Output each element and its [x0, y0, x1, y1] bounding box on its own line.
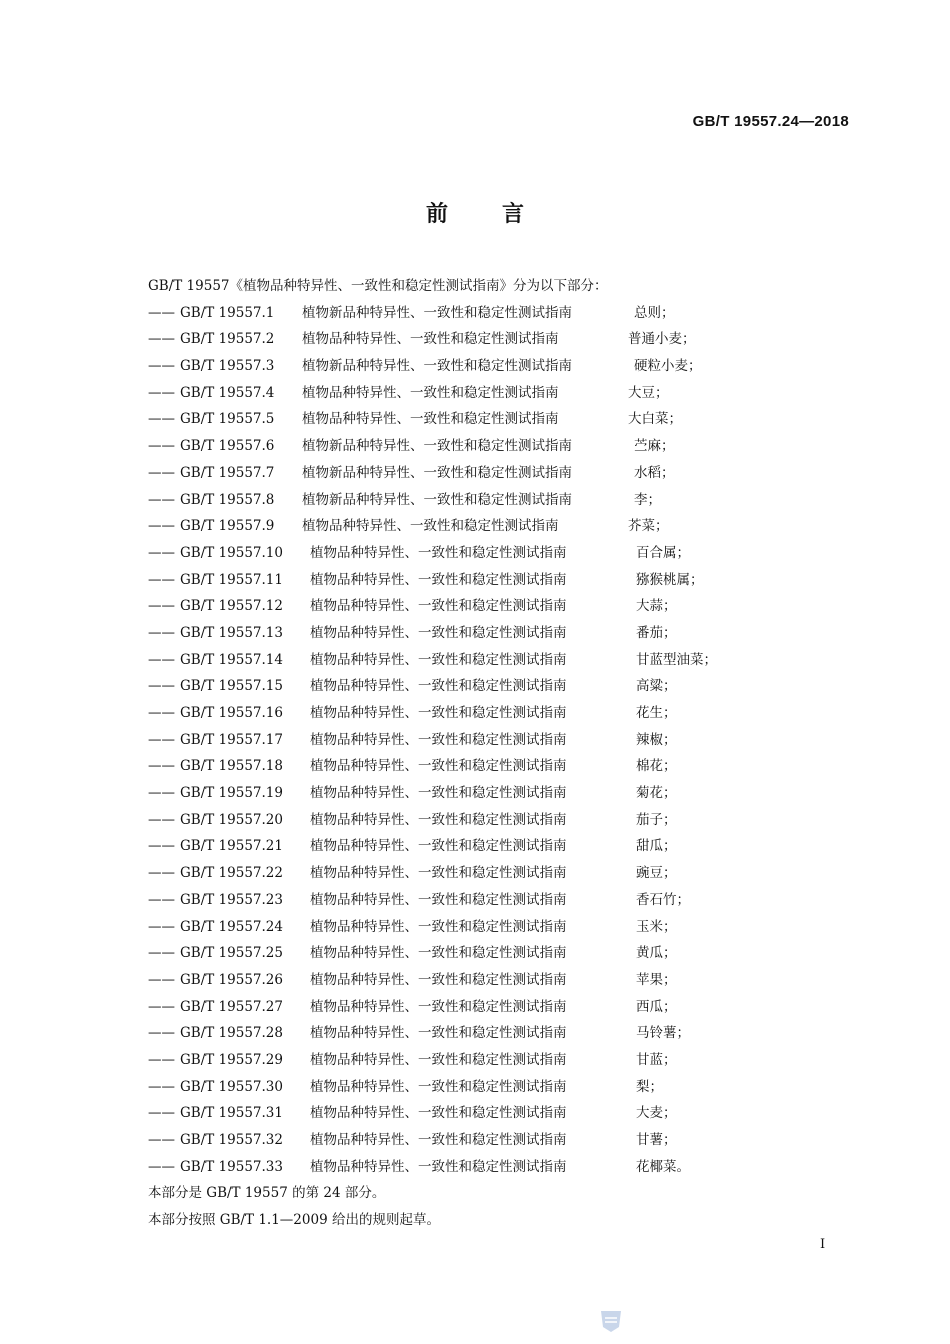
part-subject: 甘薯；	[636, 1132, 677, 1148]
part-item	[148, 620, 848, 647]
part-code: GB/T 19557.4	[180, 384, 275, 401]
part-code: GB/T 19557.19	[180, 785, 283, 802]
part-code: GB/T 19557.28	[180, 1025, 283, 1042]
part-dash: ——	[148, 518, 175, 535]
part-dash: ——	[148, 411, 175, 428]
foreword-body	[148, 273, 848, 1234]
part-subject: 水稻；	[634, 464, 675, 481]
part-item	[148, 380, 848, 407]
part-title: 植物品种特异性、一致性和稳定性测试指南	[310, 811, 567, 828]
part-item	[148, 780, 848, 807]
part-subject: 豌豆；	[636, 865, 677, 882]
part-dash: ——	[148, 598, 175, 615]
part-item	[148, 967, 848, 994]
part-item	[148, 353, 848, 380]
part-subject: 大白菜；	[628, 411, 682, 428]
part-code: GB/T 19557.10	[180, 544, 283, 561]
part-subject: 甘蓝；	[636, 1051, 677, 1068]
part-code: GB/T 19557.17	[180, 731, 283, 748]
watermark-stamp-icon	[598, 1309, 624, 1333]
part-item	[148, 833, 848, 860]
part-dash: ——	[148, 865, 175, 882]
part-dash: ——	[148, 1078, 175, 1095]
part-dash: ——	[148, 358, 175, 375]
part-title: 植物品种特异性、一致性和稳定性测试指南	[310, 785, 567, 802]
part-title: 植物品种特异性、一致性和稳定性测试指南	[310, 598, 567, 615]
part-dash: ——	[148, 705, 175, 721]
part-code: GB/T 19557.11	[180, 571, 283, 588]
part-code: GB/T 19557.23	[180, 891, 283, 908]
part-subject: 梨；	[636, 1078, 663, 1095]
part-item	[148, 860, 848, 887]
part-title: 植物品种特异性、一致性和稳定性测试指南	[310, 1158, 567, 1175]
part-dash: ——	[148, 438, 175, 455]
part-code: GB/T 19557.31	[180, 1105, 283, 1122]
part-title: 植物品种特异性、一致性和稳定性测试指南	[310, 971, 567, 988]
part-title: 植物品种特异性、一致性和稳定性测试指南	[310, 865, 567, 882]
part-code: GB/T 19557.30	[180, 1078, 283, 1095]
part-subject: 甜瓜；	[636, 838, 677, 855]
part-dash: ——	[148, 571, 175, 588]
part-title: 植物品种特异性、一致性和稳定性测试指南	[310, 678, 567, 695]
part-title: 植物品种特异性、一致性和稳定性测试指南	[310, 1132, 567, 1148]
part-subject: 西瓜；	[636, 998, 677, 1015]
part-dash: ——	[148, 1051, 175, 1068]
part-title: 植物新品种特异性、一致性和稳定性测试指南	[302, 438, 572, 455]
part-title: 植物品种特异性、一致性和稳定性测试指南	[310, 918, 567, 935]
part-title: 植物品种特异性、一致性和稳定性测试指南	[310, 705, 567, 721]
part-dash: ——	[148, 651, 175, 668]
part-item	[148, 673, 848, 700]
part-subject: 李；	[634, 491, 661, 508]
standard-number: GB/T 19557.24—2018	[692, 113, 849, 130]
part-subject: 猕猴桃属；	[636, 571, 704, 588]
part-item	[148, 727, 848, 754]
part-subject: 番茄；	[636, 624, 677, 641]
part-code: GB/T 19557.22	[180, 865, 283, 882]
closing-paragraph-2: 本部分按照 GB/T 1.1—2009 给出的规则起草。	[148, 1212, 440, 1229]
part-code: GB/T 19557.12	[180, 598, 283, 615]
part-subject: 总则；	[634, 304, 675, 321]
part-item	[148, 326, 848, 353]
part-item	[148, 513, 848, 540]
part-code: GB/T 19557.33	[180, 1158, 283, 1175]
part-dash: ——	[148, 811, 175, 828]
part-title: 植物品种特异性、一致性和稳定性测试指南	[310, 1078, 567, 1095]
part-item	[148, 1074, 848, 1101]
intro-paragraph: GB/T 19557《植物品种特异性、一致性和稳定性测试指南》分为以下部分：	[148, 278, 608, 294]
part-code: GB/T 19557.24	[180, 918, 283, 935]
part-title: 植物新品种特异性、一致性和稳定性测试指南	[302, 491, 572, 508]
part-item	[148, 1154, 848, 1181]
part-subject: 芥菜；	[628, 518, 669, 535]
part-dash: ——	[148, 998, 175, 1015]
part-item	[148, 406, 848, 433]
page-number: I	[820, 1237, 826, 1252]
part-subject: 菊花；	[636, 785, 677, 802]
part-dash: ——	[148, 1025, 175, 1042]
part-subject: 玉米；	[636, 918, 677, 935]
part-title: 植物品种特异性、一致性和稳定性测试指南	[310, 1105, 567, 1122]
part-subject: 普通小麦；	[628, 331, 696, 348]
part-item	[148, 647, 848, 674]
part-dash: ——	[148, 758, 175, 775]
part-item	[148, 753, 848, 780]
part-code: GB/T 19557.14	[180, 651, 283, 668]
part-dash: ——	[148, 971, 175, 988]
part-code: GB/T 19557.9	[180, 518, 275, 535]
part-title: 植物品种特异性、一致性和稳定性测试指南	[310, 544, 567, 561]
closing-paragraph-1: 本部分是 GB/T 19557 的第 24 部分。	[148, 1185, 386, 1202]
part-item	[148, 994, 848, 1021]
part-subject: 百合属；	[636, 544, 690, 561]
part-item	[148, 940, 848, 967]
parts-list	[148, 300, 848, 1181]
part-dash: ——	[148, 678, 175, 695]
part-item	[148, 1047, 848, 1074]
part-dash: ——	[148, 491, 175, 508]
part-item	[148, 1127, 848, 1154]
part-title: 植物品种特异性、一致性和稳定性测试指南	[302, 331, 559, 348]
part-code: GB/T 19557.27	[180, 998, 283, 1015]
part-title: 植物品种特异性、一致性和稳定性测试指南	[310, 838, 567, 855]
part-item	[148, 433, 848, 460]
part-item	[148, 914, 848, 941]
part-subject: 大蒜；	[636, 598, 677, 615]
part-item	[148, 487, 848, 514]
part-code: GB/T 19557.18	[180, 758, 283, 775]
part-item	[148, 1020, 848, 1047]
part-item	[148, 593, 848, 620]
part-title: 植物品种特异性、一致性和稳定性测试指南	[310, 998, 567, 1015]
part-subject: 棉花；	[636, 758, 677, 775]
part-code: GB/T 19557.5	[180, 411, 275, 428]
part-dash: ——	[148, 464, 175, 481]
part-dash: ——	[148, 918, 175, 935]
part-code: GB/T 19557.3	[180, 358, 275, 375]
part-title: 植物品种特异性、一致性和稳定性测试指南	[310, 1025, 567, 1042]
part-item	[148, 807, 848, 834]
part-code: GB/T 19557.21	[180, 838, 283, 855]
part-code: GB/T 19557.15	[180, 678, 283, 695]
part-dash: ——	[148, 731, 175, 748]
part-code: GB/T 19557.1	[180, 304, 275, 321]
part-title: 植物新品种特异性、一致性和稳定性测试指南	[302, 358, 572, 375]
part-title: 植物品种特异性、一致性和稳定性测试指南	[310, 731, 567, 748]
part-subject: 黄瓜；	[636, 945, 677, 962]
part-item	[148, 1100, 848, 1127]
part-code: GB/T 19557.7	[180, 464, 275, 481]
part-item	[148, 567, 848, 594]
part-dash: ——	[148, 1105, 175, 1122]
part-subject: 甘蓝型油菜；	[636, 651, 717, 668]
part-subject: 花椰菜。	[636, 1158, 690, 1175]
part-subject: 马铃薯；	[636, 1025, 690, 1042]
part-subject: 苎麻；	[634, 438, 675, 455]
part-subject: 香石竹；	[636, 891, 690, 908]
part-title: 植物新品种特异性、一致性和稳定性测试指南	[302, 464, 572, 481]
part-title: 植物品种特异性、一致性和稳定性测试指南	[310, 1051, 567, 1068]
part-dash: ——	[148, 891, 175, 908]
part-dash: ——	[148, 624, 175, 641]
part-title: 植物品种特异性、一致性和稳定性测试指南	[310, 651, 567, 668]
part-code: GB/T 19557.29	[180, 1051, 283, 1068]
part-dash: ——	[148, 945, 175, 962]
part-title: 植物品种特异性、一致性和稳定性测试指南	[302, 384, 559, 401]
part-title: 植物品种特异性、一致性和稳定性测试指南	[310, 891, 567, 908]
part-dash: ——	[148, 1158, 175, 1175]
part-dash: ——	[148, 384, 175, 401]
part-subject: 花生；	[636, 705, 677, 721]
part-title: 植物品种特异性、一致性和稳定性测试指南	[302, 518, 559, 535]
part-code: GB/T 19557.20	[180, 811, 283, 828]
part-item	[148, 700, 848, 727]
part-item	[148, 887, 848, 914]
part-title: 植物新品种特异性、一致性和稳定性测试指南	[302, 304, 572, 321]
part-title: 植物品种特异性、一致性和稳定性测试指南	[310, 758, 567, 775]
part-subject: 茄子；	[636, 811, 677, 828]
part-code: GB/T 19557.25	[180, 945, 283, 962]
part-code: GB/T 19557.2	[180, 331, 275, 348]
part-code: GB/T 19557.32	[180, 1132, 283, 1148]
part-code: GB/T 19557.6	[180, 438, 275, 455]
part-subject: 大麦；	[636, 1105, 677, 1122]
part-dash: ——	[148, 1132, 175, 1148]
part-dash: ——	[148, 785, 175, 802]
part-subject: 高粱；	[636, 678, 677, 695]
part-code: GB/T 19557.8	[180, 491, 275, 508]
part-code: GB/T 19557.13	[180, 624, 283, 641]
part-code: GB/T 19557.16	[180, 705, 283, 721]
part-title: 植物品种特异性、一致性和稳定性测试指南	[310, 945, 567, 962]
part-title: 植物品种特异性、一致性和稳定性测试指南	[310, 571, 567, 588]
part-subject: 硬粒小麦；	[634, 358, 702, 375]
part-dash: ——	[148, 838, 175, 855]
part-subject: 辣椒；	[636, 731, 677, 748]
part-item	[148, 540, 848, 567]
part-dash: ——	[148, 304, 175, 321]
part-item	[148, 460, 848, 487]
page-title: 前言	[425, 202, 578, 227]
part-subject: 苹果；	[636, 971, 677, 988]
part-code: GB/T 19557.26	[180, 971, 283, 988]
part-item	[148, 300, 848, 327]
part-title: 植物品种特异性、一致性和稳定性测试指南	[310, 624, 567, 641]
part-title: 植物品种特异性、一致性和稳定性测试指南	[302, 411, 559, 428]
part-dash: ——	[148, 544, 175, 561]
part-dash: ——	[148, 331, 175, 348]
part-subject: 大豆；	[628, 384, 669, 401]
